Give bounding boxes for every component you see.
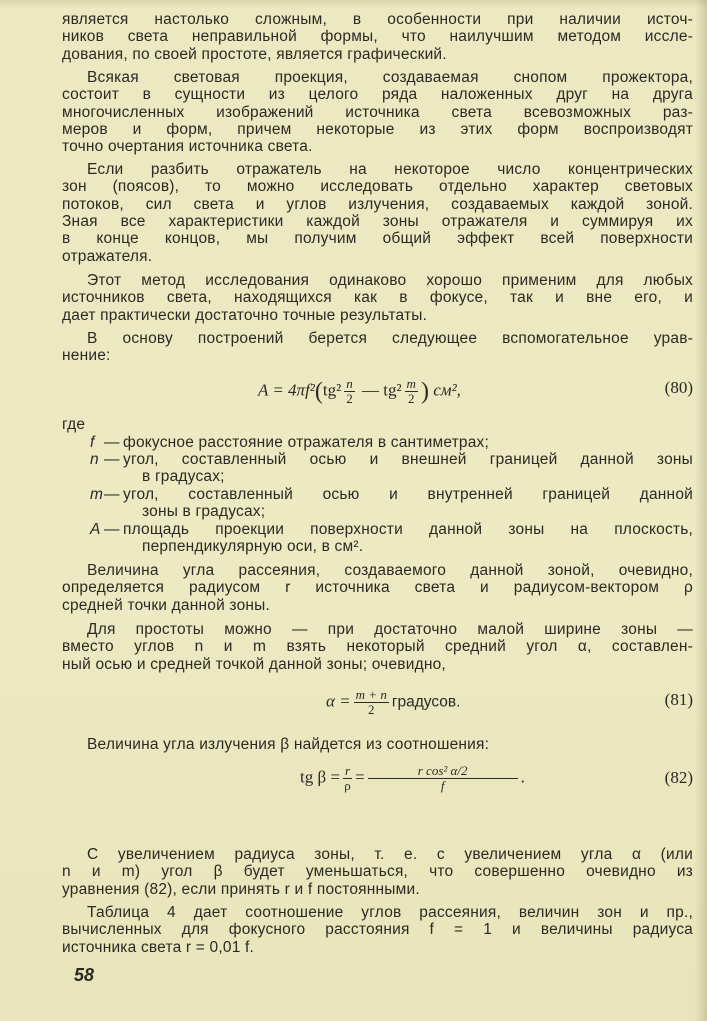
eq82-period: .	[520, 767, 525, 787]
eq82-frac2-num: r cos² α/2	[368, 764, 518, 779]
eq80-frac1-den: 2	[346, 391, 353, 406]
equation-number-82: (82)	[664, 768, 693, 787]
text-line: Всякая световая проекция, создаваемая снопом прожектора,	[87, 69, 693, 86]
page-number: 58	[74, 965, 95, 985]
definition-text: зоны в градусах;	[142, 503, 266, 521]
definition-text: перпендикулярную оси, в см².	[142, 538, 364, 556]
text-line: зон (поясов), то можно исследовать отдельно характер световых	[62, 178, 693, 196]
text-line: Величина угла излучения β найдется из соотношения:	[87, 736, 490, 753]
where-label: где	[62, 416, 86, 433]
text-line: Если разбить отражатель на некоторое число концентрических	[87, 161, 693, 178]
text-line: ников света неправильной формы, что наилучшим методом иссле-	[62, 28, 693, 46]
definition-dash: —	[104, 521, 120, 538]
text-line: источника света r = 0,01 f.	[62, 938, 255, 956]
text-line: Величина угла рассеяния, создаваемого данной зоной, очевидно,	[87, 562, 693, 579]
text-line: уравнения (82), если принять r и f постоянными.	[62, 880, 420, 898]
eq82-equals: =	[355, 767, 365, 787]
text-line: средней точки данной зоны.	[62, 596, 270, 614]
eq80-frac1-num: n	[346, 376, 353, 391]
eq80-tg2: tg²	[383, 380, 402, 400]
text-line: С увеличением радиуса зоны, т. е. с увеличением угла α (или	[87, 846, 693, 863]
text-line: источников света, находящихся как в фокусе, так и вне его, и	[62, 289, 693, 307]
definition-dash: —	[104, 434, 120, 451]
text-line: Таблица 4 дает соотношение углов рассеяния, величин зон и пр.,	[87, 904, 693, 921]
eq81-lhs: α =	[326, 691, 351, 711]
text-line: Зная все характеристики каждой зоны отражателя и суммируя их	[62, 213, 693, 231]
text-line: потоков, сил света и углов излучения, создаваемых каждой зоной.	[62, 195, 693, 213]
text-line: n и m) угол β будет уменьшаться, что совершенно очевидно из	[62, 863, 693, 881]
text-line: дает практически достаточно точные результаты.	[62, 306, 428, 324]
text-line: вместо углов n и m взять некоторый средний угол α, составлен-	[62, 638, 693, 656]
eq81-unit: градусов.	[391, 693, 461, 711]
text-line: многочисленных изображений источника света всевозможных раз-	[62, 103, 693, 121]
eq80-minus: —	[361, 380, 379, 400]
eq80-paren-close: )	[420, 378, 429, 405]
eq80-tg: tg²	[322, 380, 342, 400]
page-edge-shadow	[695, 0, 707, 1021]
definition-symbol: n	[90, 451, 99, 468]
definition-symbol: A	[90, 521, 101, 538]
definition-dash: —	[104, 451, 120, 468]
eq82-frac1-den: ρ	[344, 778, 351, 793]
eq82-frac2-den: f	[440, 778, 445, 793]
eq81-den: 2	[367, 702, 375, 717]
text-line: нение:	[62, 347, 111, 365]
text-line: Для простоты можно — при достаточно малой ширине зоны —	[87, 621, 693, 638]
text-line: меров и форм, причем некоторые из этих форм воспроизводят	[62, 121, 693, 139]
definition-text: угол, составленный осью и внешней границей данной зоны	[123, 451, 693, 468]
text-line: ный осью и средней точкой данной зоны; очевидно,	[62, 655, 446, 673]
definition-text: в градусах;	[142, 468, 225, 486]
eq81-num: m + n	[355, 687, 387, 702]
text-line: является настолько сложным, в особенности при наличии источ-	[62, 11, 693, 28]
definition-text: угол, составленный осью и внутренней границей данной	[123, 486, 693, 503]
eq80-unit: см²,	[433, 380, 461, 400]
eq80-frac2-num: m	[406, 376, 416, 391]
text-line: отражателя.	[62, 247, 153, 265]
text-line: вычисленных для фокусного расстояния f = 1 и величины радиуса	[62, 921, 693, 939]
eq80-frac2-den: 2	[407, 391, 415, 406]
text-line: дования, по своей простоте, является графический.	[62, 45, 447, 63]
text-line: В основу построений берется следующее вспомогательное урав-	[87, 330, 693, 347]
eq82-frac1-num: r	[344, 763, 351, 778]
text-line: определяется радиусом r источника света и радиусом-вектором ρ	[62, 579, 693, 597]
equation-number-80: (80)	[664, 378, 693, 397]
definition-text: площадь проекции поверхности данной зоны на плоскость,	[123, 521, 693, 538]
eq82-lhs: tg β =	[300, 767, 340, 787]
equation-number-81: (81)	[664, 690, 693, 709]
eq80-paren: (	[314, 378, 323, 405]
eq80-lhs: A = 4πf²	[258, 380, 315, 400]
text-line: состоит в сущности из целого ряда наложенных друг на друга	[62, 86, 693, 104]
definition-symbol: m	[90, 486, 103, 503]
text-line: Этот метод исследования одинаково хорошо применим для любых	[87, 272, 693, 289]
text-line: точно очертания источника света.	[62, 138, 313, 156]
definition-text: фокусное расстояние отражателя в сантиметрах;	[123, 434, 490, 451]
definition-symbol: f	[90, 434, 95, 451]
definition-dash: —	[104, 486, 120, 503]
text-line: в конце концов, мы получим общий эффект всей поверхности	[62, 230, 693, 248]
